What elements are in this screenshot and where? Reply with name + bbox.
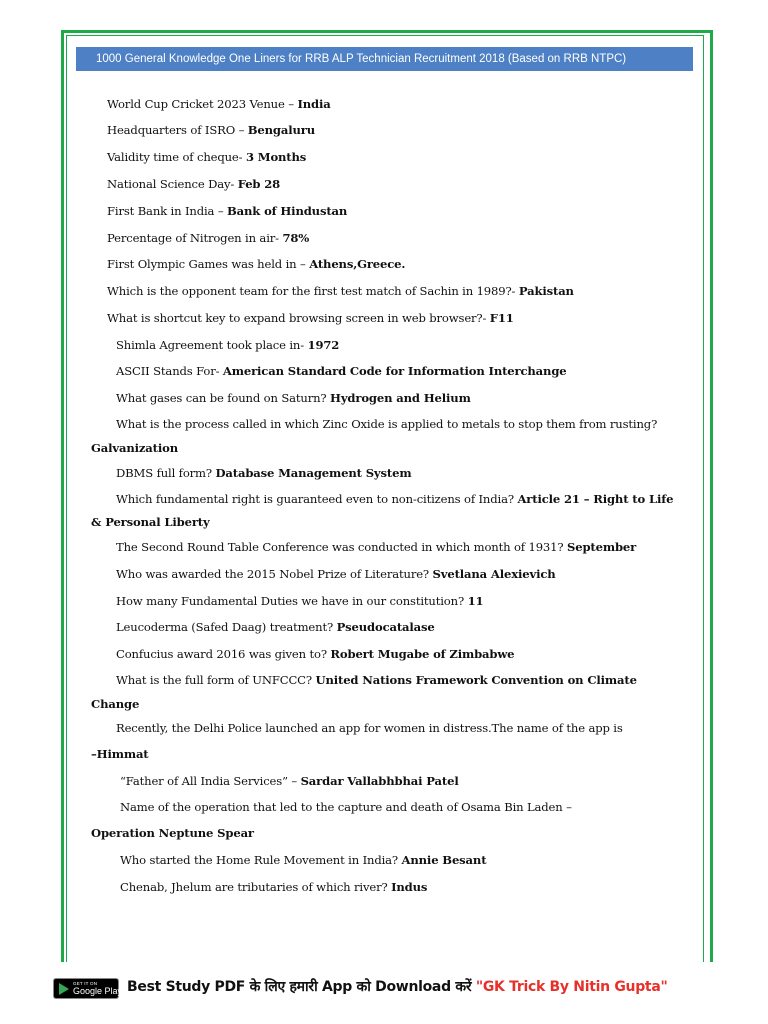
play-store-icon (59, 983, 69, 995)
list-item: What gases can be found on Saturn? Hydrogen and Helium (116, 391, 471, 405)
list-item: DBMS full form? Database Management System (116, 466, 412, 480)
list-item: Recently, the Delhi Police launched an app for women in distress.The name of the app is (116, 721, 623, 735)
list-item: The Second Round Table Conference was conducted in which month of 1931? September (116, 540, 637, 554)
list-item: ASCII Stands For- American Standard Code for Information Interchange (116, 364, 567, 378)
list-item: Validity time of cheque- 3 Months (107, 150, 307, 164)
list-item: What is the process called in which Zinc Oxide is applied to metals to stop them from rusting? (116, 417, 658, 431)
google-play-badge[interactable] (53, 978, 123, 999)
list-item: Which fundamental right is guaranteed even to non-citizens of India? Article 21 – Right to Life (116, 492, 674, 506)
list-item: Leucoderma (Safed Daag) treatment? Pseudocatalase (116, 620, 435, 634)
list-item: Who was awarded the 2015 Nobel Prize of Literature? Svetlana Alexievich (116, 567, 556, 581)
badge-store-name: Google Play (73, 986, 123, 996)
promo-footer (0, 962, 768, 1012)
list-item: Name of the operation that led to the capture and death of Osama Bin Laden – (120, 800, 572, 814)
list-item: How many Fundamental Duties we have in our constitution? 11 (116, 594, 484, 608)
badge-small-text: GET IT ON (73, 981, 98, 986)
promo-text (127, 976, 667, 998)
list-item: Shimla Agreement took place in- 1972 (116, 338, 340, 352)
promo-main-text: Best Study PDF के लिए हमारी App को Download करें (127, 979, 476, 995)
list-item: First Olympic Games was held in – Athens,Greece. (107, 257, 406, 271)
list-item: First Bank in India – Bank of Hindustan (107, 204, 348, 218)
list-item: What is shortcut key to expand browsing screen in web browser?- F11 (107, 311, 514, 325)
list-item-continuation: & Personal Liberty (91, 515, 210, 529)
list-item: World Cup Cricket 2023 Venue – India (107, 97, 331, 111)
list-item: Percentage of Nitrogen in air- 78% (107, 231, 310, 245)
promo-app-name: "GK Trick By Nitin Gupta" (475, 979, 668, 995)
list-item: Confucius award 2016 was given to? Robert Mugabe of Zimbabwe (116, 647, 515, 661)
list-item: Who started the Home Rule Movement in India? Annie Besant (120, 853, 487, 867)
list-item-continuation: Operation Neptune Spear (91, 826, 254, 840)
list-item: Headquarters of ISRO – Bengaluru (107, 123, 316, 137)
list-item-continuation: Change (91, 697, 140, 711)
list-item: National Science Day- Feb 28 (107, 177, 281, 191)
list-item: What is the full form of UNFCCC? United Nations Framework Convention on Climate (116, 673, 637, 687)
list-item: “Father of All India Services” – Sardar Vallabhbhai Patel (120, 774, 459, 788)
list-item-continuation: –Himmat (91, 747, 149, 761)
list-item: Chenab, Jhelum are tributaries of which river? Indus (120, 880, 428, 894)
document-title: 1000 General Knowledge One Liners for RRB ALP Technician Recruitment 2018 (Based on RRB NTPC) (96, 53, 627, 65)
list-item: Which is the opponent team for the first test match of Sachin in 1989?- Pakistan (107, 284, 574, 298)
list-item-continuation: Galvanization (91, 441, 178, 455)
